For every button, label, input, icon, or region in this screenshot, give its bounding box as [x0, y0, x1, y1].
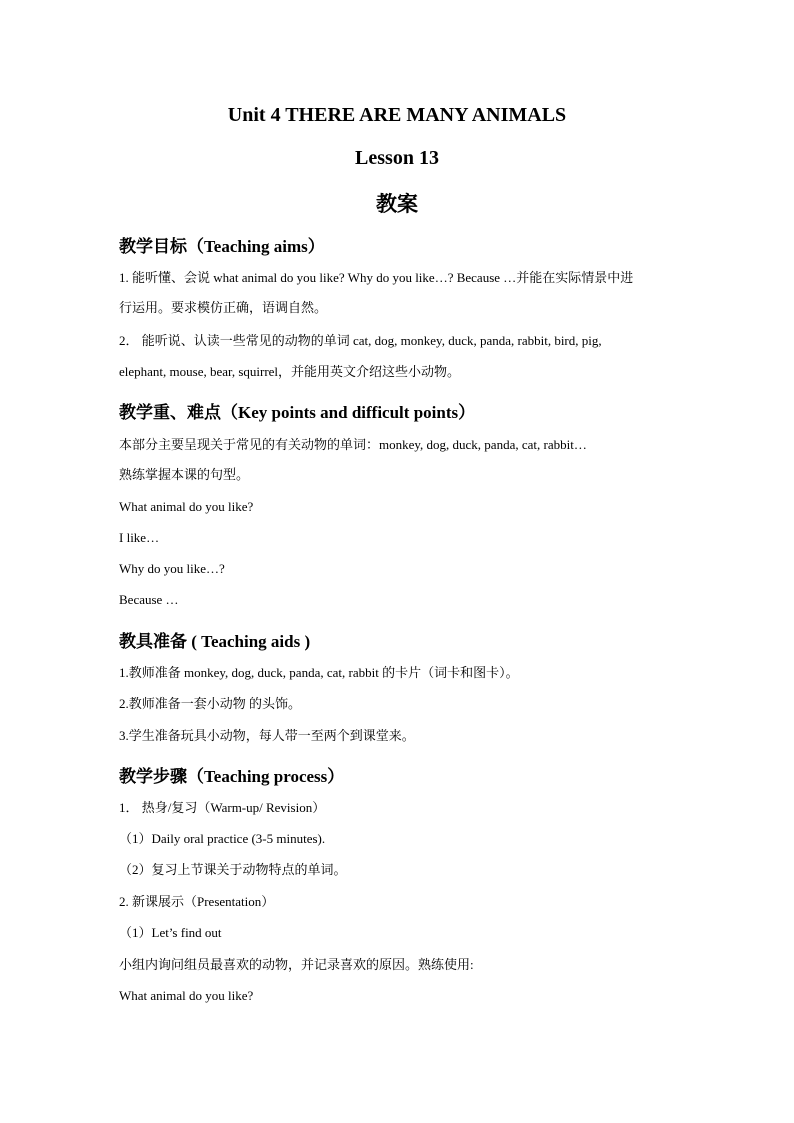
aids-line-2: 2.教师准备一套小动物 的头饰。	[119, 696, 302, 711]
heading-teaching-aids: 教具准备 ( Teaching aids )	[119, 632, 311, 651]
key-points-line-5: Why do you like…?	[119, 561, 225, 576]
heading-key-points: 教学重、难点（Key points and difficult points）	[119, 403, 476, 422]
key-points-line-2: 熟练掌握本课的句型。	[119, 467, 250, 482]
heading-teaching-aims: 教学目标（Teaching aims）	[119, 237, 325, 256]
key-points-line-3: What animal do you like?	[119, 499, 254, 514]
process-line-7: What animal do you like?	[119, 988, 254, 1003]
aims-line-2: 行运用。要求模仿正确，语调自然。	[119, 300, 328, 315]
aims-line-1: 1. 能听懂、会说 what animal do you like? Why do you like…? Because …并能在实际情景中进	[119, 270, 634, 285]
process-line-4: 2. 新课展示（Presentation）	[119, 894, 275, 909]
aims-line-4: elephant, mouse, bear, squirrel，并能用英文介绍这些小动物。	[119, 364, 461, 379]
heading-teaching-process: 教学步骤（Teaching process）	[119, 767, 345, 786]
process-line-5: （1）Let’s find out	[119, 925, 222, 940]
aids-line-3: 3.学生准备玩具小动物，每人带一至两个到课堂来。	[119, 728, 415, 743]
process-line-1: 1． 热身/复习（Warm-up/ Revision）	[119, 800, 326, 815]
lesson-title: Lesson 13	[355, 147, 439, 169]
key-points-line-6: Because …	[119, 592, 179, 607]
process-line-6: 小组内询问组员最喜欢的动物，并记录喜欢的原因。熟练使用:	[119, 957, 474, 972]
unit-title: Unit 4 THERE ARE MANY ANIMALS	[227, 104, 567, 126]
process-line-3: （2）复习上节课关于动物特点的单词。	[119, 862, 347, 877]
aims-line-3: 2． 能听说、认读一些常见的动物的单词 cat, dog, monkey, duck, panda, rabbit, bird, pig,	[119, 333, 602, 348]
process-line-2: （1）Daily oral practice (3-5 minutes).	[119, 831, 326, 846]
aids-line-1: 1.教师准备 monkey, dog, duck, panda, cat, rabbit 的卡片（词卡和图卡）。	[119, 665, 519, 680]
document-type-title: 教案	[376, 192, 418, 216]
key-points-line-4: I like…	[119, 530, 160, 545]
key-points-line-1: 本部分主要呈现关于常见的有关动物的单词：monkey, dog, duck, panda, cat, rabbit…	[119, 437, 587, 452]
